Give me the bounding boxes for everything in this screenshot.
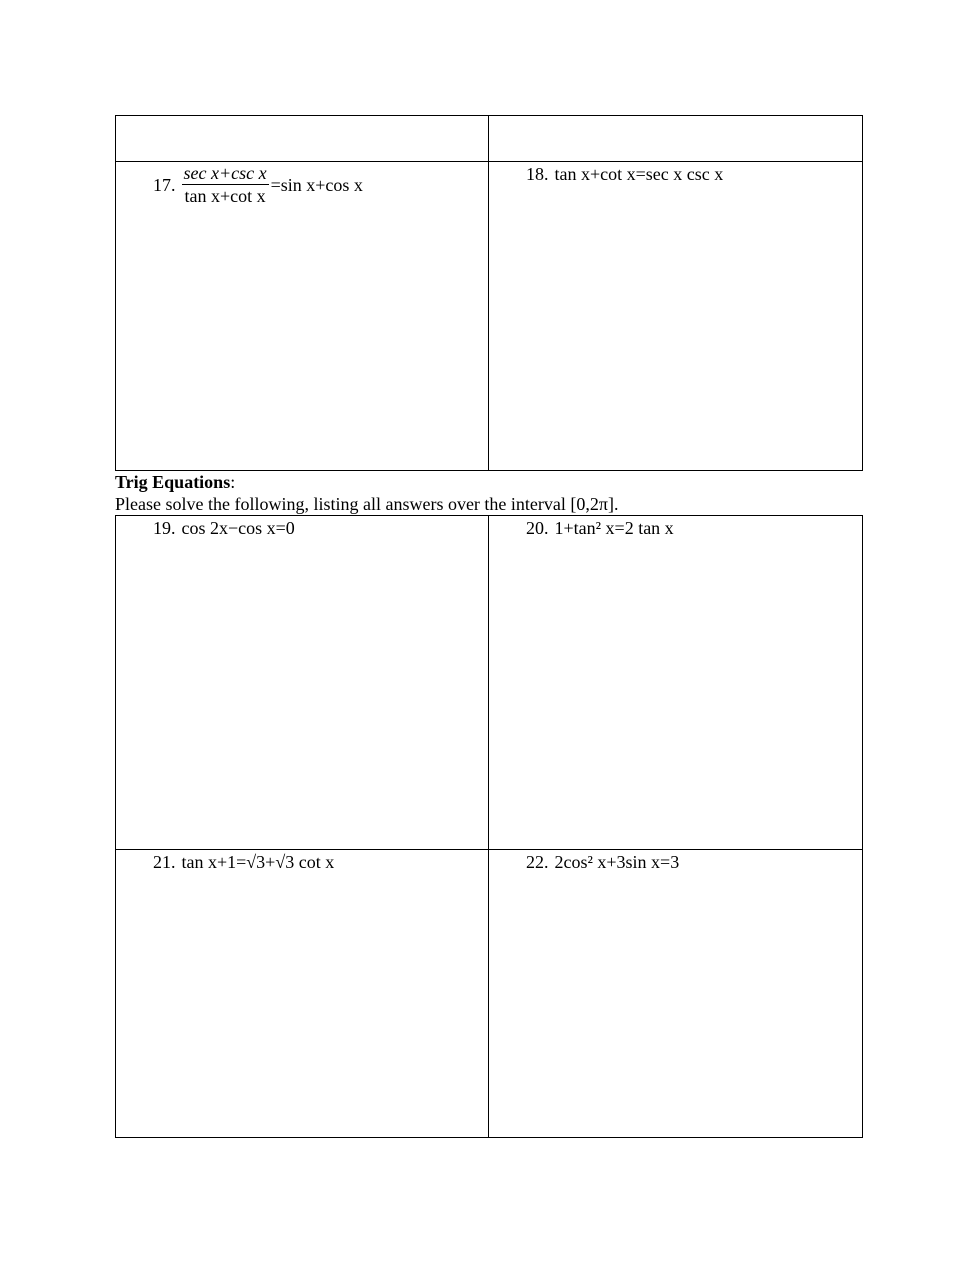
problem-20 [526,518,674,538]
equation: 1+tan² x=2 tan x [554,518,674,538]
problem-number: 17. [153,174,176,195]
problem-number: 19. [153,518,176,538]
equation: tan x+cot x=sec x csc x [554,164,724,184]
equation: cos 2x−cos x=0 [181,518,295,538]
problem-21 [153,852,334,872]
problem-19 [153,518,295,538]
empty-cell [116,116,489,161]
table-row [116,516,862,849]
section-title-colon: : [230,472,236,492]
problem-number: 22. [526,852,549,872]
fraction-denominator: tan x+cot x [184,186,266,206]
section-title: Trig Equations [115,472,231,492]
problem-cell-21 [116,850,489,1137]
fraction [182,163,269,206]
problem-cell-18 [489,162,862,470]
table-row [116,849,862,1137]
problem-number: 18. [526,164,549,184]
problem-cell-22 [489,850,862,1137]
table-row-empty [116,116,862,161]
problem-cell-20 [489,516,862,849]
identities-table [115,115,863,471]
equation: tan x+1=√3+√3 cot x [181,852,335,872]
problem-17 [153,163,363,206]
equation-rhs: =sin x+cos x [270,174,363,195]
problem-18 [526,164,723,184]
problem-cell-19 [116,516,489,849]
fraction-numerator: sec x+csc x [183,163,267,183]
problem-number: 21. [153,852,176,872]
section-heading [115,471,235,493]
problem-22 [526,852,679,872]
equation: 2cos² x+3sin x=3 [554,852,680,872]
problem-number: 20. [526,518,549,538]
section-instructions: Please solve the following, listing all answers over the interval [0,2π]. [115,494,619,514]
problem-cell-17 [116,162,489,470]
table-row [116,161,862,470]
empty-cell [489,116,862,161]
equations-table [115,515,863,1138]
